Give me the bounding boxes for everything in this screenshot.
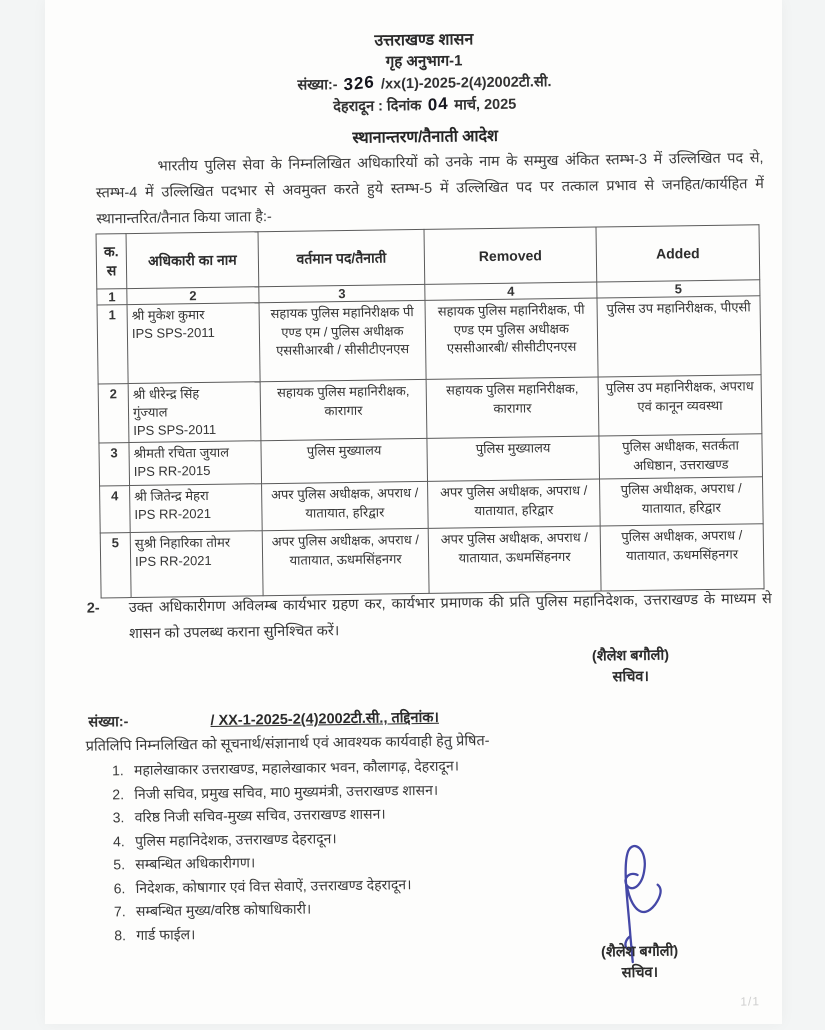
column-number: 2: [127, 287, 259, 305]
list-item-number: 5.: [113, 856, 126, 873]
row-serial: 5: [100, 533, 131, 598]
added-post-cell: पुलिस अधीक्षक, सतर्कता अधिष्ठान, उत्तराखण्ड: [599, 434, 763, 479]
added-post-cell: पुलिस अधीक्षक, अपराध / यातायात, ऊधमसिंहनगर: [600, 524, 764, 591]
list-item-number: 3.: [112, 809, 125, 826]
row-serial: 1: [97, 305, 128, 384]
list-item-text: सम्बन्धित मुख्य/वरिष्ठ कोषाधिकारी।: [135, 900, 312, 920]
list-item-text: सम्बन्धित अधिकारीगण।: [135, 854, 256, 873]
transfer-table: [96, 224, 765, 598]
column-number: 3: [259, 284, 425, 302]
handwritten-date: 04: [427, 93, 449, 115]
table-row: [97, 296, 761, 384]
list-item-number: 2.: [112, 785, 125, 802]
list-item-number: 8.: [114, 926, 127, 943]
signatory-designation: सचिव।: [612, 668, 650, 686]
list-item-number: 4.: [112, 832, 125, 849]
officer-name-cell: श्री धीरेन्द्र सिंह गुंज्याल IPS SPS-2011: [128, 382, 261, 443]
removed-post-cell: सहायक पुलिस महानिरीक्षक, पी एण्ड एम पुलिस अधीक्षक एससीआरबी/ सीसीटीएनएस: [425, 298, 598, 379]
list-item-text: वरिष्ठ निजी सचिव-मुख्य सचिव, उत्तराखण्ड शासन।: [134, 805, 386, 826]
page-marker: 1/1: [740, 994, 761, 1009]
officer-name-cell: श्री मुकेश कुमार IPS SPS-2011: [127, 303, 260, 384]
row-serial: 3: [99, 443, 130, 486]
order-number-prefix: संख्या:-: [297, 77, 338, 94]
list-item-text: महालेखाकार उत्तराखण्ड, महालेखाकार भवन, कौलागढ़, देहरादून।: [133, 757, 460, 779]
removed-post-cell: पुलिस मुख्यालय: [427, 436, 600, 481]
officer-name-cell: श्रीमती रचिता जुयाल IPS RR-2015: [129, 441, 262, 486]
order-number-suffix: /xx(1)-2025-2(4)2002टी.सी.: [380, 74, 552, 93]
current-post-cell: सहायक पुलिस महानिरीक्षक, कारागार: [260, 379, 427, 440]
list-item-number: 6.: [113, 879, 126, 896]
current-post-cell: अपर पुलिस अधीक्षक, अपराध / यातायात, हरिद्वार: [262, 481, 429, 530]
list-item-text: गार्ड फाईल।: [136, 925, 196, 943]
list-item-text: निजी सचिव, प्रमुख सचिव, मा0 मुख्यमंत्री, उत्तराखण्ड शासन।: [134, 781, 439, 802]
added-post-cell: पुलिस उप महानिरीक्षक, अपराध एवं कानून व्यवस्था: [598, 375, 762, 436]
officer-name-cell: सुश्री निहारिका तोमर IPS RR-2021: [130, 531, 263, 598]
handwritten-order-number: 326: [343, 72, 376, 95]
directive-text: उक्त अधिकारीगण अविलम्ब कार्यभार ग्रहण कर, कार्यभार प्रमाणक की प्रति पुलिस महानिदेशक, उत्तराखण्ड के माध्यम से शासन को उपलब्ध कराना सुनिश्चित करें।: [128, 591, 772, 643]
section-name: गृह अनुभाग-1: [385, 52, 463, 71]
signature-block: [554, 940, 725, 985]
directive-paragraph: [87, 586, 773, 648]
copy-intro-line: प्रतिलिपि निम्नलिखित को सूचनार्थ/संज्ञानार्थ एवं आवश्यक कार्यवाही हेतु प्रेषित-: [85, 733, 490, 755]
list-item-text: पुलिस महानिदेशक, उत्तराखण्ड देहरादून।: [134, 829, 337, 849]
signatory-designation: सचिव।: [621, 964, 659, 982]
list-item-number: 1.: [111, 762, 124, 779]
added-post-cell: पुलिस उप महानिरीक्षक, पीएसी: [597, 296, 761, 377]
list-item-text: निदेशक, कोषागार एवं वित्त सेवाऐं, उत्तराखण्ड देहरादून।: [135, 875, 412, 896]
signature-block: [550, 644, 711, 689]
row-serial: 2: [98, 384, 129, 443]
signatory-name: (शैलेश बगौली): [591, 647, 670, 665]
removed-post-cell: अपर पुलिस अधीक्षक, अपराध / यातायात, ऊधमसिंहनगर: [428, 526, 601, 593]
signatory-name: (शैलेश बगौली): [600, 943, 679, 961]
added-post-cell: पुलिस अधीक्षक, अपराध / यातायात, हरिद्वार: [600, 477, 764, 526]
removed-post-cell: अपर पुलिस अधीक्षक, अपराध / यातायात, हरिद्वार: [428, 479, 601, 528]
directive-number: 2-: [86, 600, 100, 617]
table-row: [98, 375, 762, 443]
order-intro-paragraph: भारतीय पुलिस सेवा के निम्नलिखित अधिकारियों को उनके नाम के सम्मुख अंकित स्तम्भ-3 में उल्लिखित पद से, स्तम्भ-4 में उल्लिखित पदभार से अवमुक्त करते हुये स्तम्भ-5 में उल्लिखित पद पर तत्काल प्रभाव से जनहित/कार्यहित में स्थानान्तरित/तैनात किया जाता है:-: [95, 150, 765, 228]
column-number: 1: [97, 289, 127, 305]
header-added: Added: [596, 225, 760, 282]
list-item-number: 7.: [113, 903, 126, 920]
header-serial: क. स: [96, 234, 127, 289]
column-number: 4: [425, 282, 597, 300]
order-title: स्थानान्तरण/तैनाती आदेश: [352, 127, 499, 147]
table-header-row: [96, 225, 760, 289]
header-removed: Removed: [424, 227, 597, 284]
removed-post-cell: सहायक पुलिस महानिरीक्षक, कारागार: [426, 377, 599, 438]
place-date-prefix: देहरादून : दिनांक: [333, 97, 422, 116]
current-post-cell: सहायक पुलिस महानिरीक्षक पी एण्ड एम / पुलिस अधीक्षक एससीआरबी / सीसीटीएनएस: [259, 300, 426, 381]
header-officer-name: अधिकारी का नाम: [126, 232, 259, 289]
column-number: 5: [597, 280, 760, 298]
current-post-cell: अपर पुलिस अधीक्षक, अपराध / यातायात, ऊधमसिंहनगर: [262, 528, 429, 595]
officer-name-cell: श्री जितेन्द्र मेहरा IPS RR-2021: [130, 484, 263, 533]
current-post-cell: पुलिस मुख्यालय: [261, 438, 428, 483]
header-current-post: वर्तमान पद/तैनाती: [258, 229, 425, 286]
row-serial: 4: [100, 486, 131, 533]
copy-number-reference: / XX-1-2025-2(4)2002टी.सी., तद्दिनांक।: [210, 709, 440, 729]
department-name: उत्तराखण्ड शासन: [374, 31, 474, 50]
copy-number-prefix: संख्या:-: [88, 714, 129, 731]
place-date-suffix: मार्च, 2025: [454, 96, 517, 114]
